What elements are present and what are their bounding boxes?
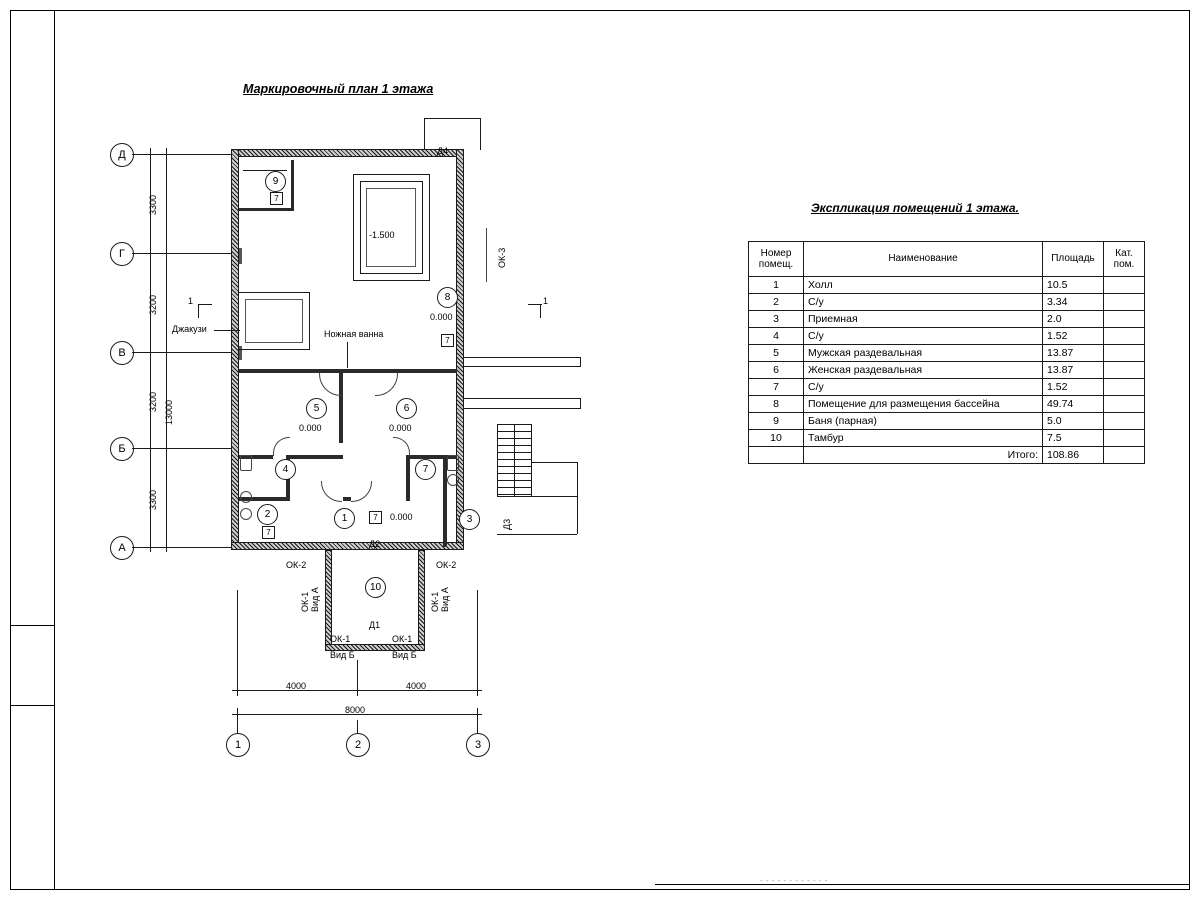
section-mark-left-label: 1 bbox=[188, 296, 194, 306]
table-row bbox=[749, 396, 1145, 413]
room-tag-9: 7 bbox=[270, 192, 283, 205]
ext-line-axis-1 bbox=[237, 590, 238, 690]
cell-number: 1 bbox=[749, 277, 804, 294]
header-number-line1: Номер bbox=[760, 247, 792, 259]
room-5-elevation: 0.000 bbox=[299, 423, 322, 433]
header-kat-line1: Кат. bbox=[1115, 247, 1133, 259]
porch-line-top bbox=[424, 118, 480, 119]
cell-kat bbox=[1104, 362, 1145, 379]
section-mark-right-label: 1 bbox=[543, 296, 549, 306]
porch-right-bottom bbox=[497, 534, 577, 535]
window-label-OK-1-right: ОК-1 bbox=[430, 591, 440, 612]
room-number-2: 2 bbox=[257, 504, 278, 525]
dim-4000-right: 4000 bbox=[406, 681, 427, 691]
porch-right-upper bbox=[531, 462, 577, 463]
axis-bubble-G: Г bbox=[110, 242, 134, 266]
room-8-elevation: 0.000 bbox=[430, 312, 453, 322]
wall-stub-left-1 bbox=[239, 248, 242, 264]
room-1-elevation: 0.000 bbox=[390, 512, 413, 522]
title-block-line bbox=[655, 884, 1190, 885]
wall-exterior-bottom bbox=[231, 542, 464, 550]
room-number-5: 5 bbox=[306, 398, 327, 419]
cell-area: 3.34 bbox=[1043, 294, 1104, 311]
dim-4000-left: 4000 bbox=[286, 681, 307, 691]
porch-line-right bbox=[480, 118, 481, 150]
cell-name: Мужская раздевальная bbox=[804, 345, 1043, 362]
room-number-9: 9 bbox=[265, 171, 286, 192]
door-label-D3: Д3 bbox=[502, 518, 512, 530]
table-row bbox=[749, 345, 1145, 362]
foot-bath-label: Ножная ванна bbox=[324, 329, 384, 339]
room-6-elevation: 0.000 bbox=[389, 423, 412, 433]
room-number-10: 10 bbox=[365, 577, 386, 598]
section-mark-left-arrow bbox=[198, 304, 212, 305]
dim-chain-outer-vertical bbox=[166, 148, 167, 552]
terrace-line-5 bbox=[580, 357, 581, 367]
cell-kat bbox=[1104, 430, 1145, 447]
jacuzzi-inner bbox=[245, 299, 303, 343]
total-empty-cell bbox=[749, 447, 804, 464]
header-number-line2: помещ. bbox=[758, 259, 794, 270]
dim-3200-lower: 3200 bbox=[148, 391, 158, 412]
total-label: Итого: bbox=[804, 447, 1043, 464]
axis-bubble-3: 3 bbox=[466, 733, 490, 757]
sheet-margin-stub-bottom bbox=[10, 705, 55, 706]
window-view-B-right: Вид Б bbox=[392, 650, 417, 660]
cell-name: Приемная bbox=[804, 311, 1043, 328]
foot-bath-leader bbox=[347, 342, 348, 368]
total-kat-cell bbox=[1104, 447, 1145, 464]
sheet-left-margin-line bbox=[54, 10, 55, 890]
cell-kat bbox=[1104, 345, 1145, 362]
cell-kat bbox=[1104, 277, 1145, 294]
dim-tick-total-left bbox=[237, 708, 238, 720]
wall-interior-h-left-2 bbox=[286, 455, 343, 459]
room-number-7: 7 bbox=[415, 459, 436, 480]
door-label-D1: Д1 bbox=[369, 620, 381, 630]
axis-bubble-1: 1 bbox=[226, 733, 250, 757]
room-number-1: 1 bbox=[334, 508, 355, 529]
title-block-faint-text: - - - - - - - - - - - - bbox=[760, 876, 828, 885]
dim-tick-V bbox=[145, 352, 171, 353]
explication-table bbox=[748, 241, 1145, 464]
table-row bbox=[749, 294, 1145, 311]
terrace-line-1 bbox=[464, 357, 580, 358]
cell-name: Женская раздевальная bbox=[804, 362, 1043, 379]
wall-interior-v-right bbox=[406, 459, 410, 501]
cell-number: 5 bbox=[749, 345, 804, 362]
cell-number: 6 bbox=[749, 362, 804, 379]
header-number bbox=[749, 242, 804, 277]
table-header-row bbox=[749, 242, 1145, 277]
dim-3300-top: 3300 bbox=[148, 194, 158, 215]
cell-number: 3 bbox=[749, 311, 804, 328]
window-label-OK-1-bottom-left: ОК-1 bbox=[330, 634, 351, 644]
cell-number: 7 bbox=[749, 379, 804, 396]
pool-elevation: -1.500 bbox=[369, 230, 395, 240]
jacuzzi-leader bbox=[214, 330, 240, 331]
plan-title: Маркировочный план 1 этажа bbox=[243, 82, 434, 96]
axis-bubble-2: 2 bbox=[346, 733, 370, 757]
fixture-sink-2 bbox=[240, 508, 252, 520]
cell-area: 5.0 bbox=[1043, 413, 1104, 430]
dim-13000-total: 13000 bbox=[164, 399, 174, 425]
table-row bbox=[749, 311, 1145, 328]
table-row bbox=[749, 277, 1145, 294]
cell-name: Тамбур bbox=[804, 430, 1043, 447]
cell-area: 1.52 bbox=[1043, 379, 1104, 396]
wall-exterior-top bbox=[231, 149, 464, 157]
wall-exterior-right bbox=[456, 149, 464, 550]
cell-name: С/у bbox=[804, 294, 1043, 311]
room-number-3: 3 bbox=[459, 509, 480, 530]
cell-number: 9 bbox=[749, 413, 804, 430]
dim-tick-B bbox=[145, 448, 171, 449]
cell-kat bbox=[1104, 311, 1145, 328]
wall-sauna-bottom bbox=[239, 208, 294, 211]
cell-number: 4 bbox=[749, 328, 804, 345]
cell-area: 49.74 bbox=[1043, 396, 1104, 413]
cell-number: 2 bbox=[749, 294, 804, 311]
cell-name: Холл bbox=[804, 277, 1043, 294]
cell-name: С/у bbox=[804, 379, 1043, 396]
room-tag-1: 7 bbox=[369, 511, 382, 524]
wall-interior-h-center bbox=[343, 497, 351, 501]
room-number-4: 4 bbox=[275, 459, 296, 480]
cell-area: 1.52 bbox=[1043, 328, 1104, 345]
cell-kat bbox=[1104, 413, 1145, 430]
cell-name: С/у bbox=[804, 328, 1043, 345]
header-kat bbox=[1104, 242, 1145, 277]
dim-3300-bottom: 3300 bbox=[148, 489, 158, 510]
sheet-margin-stub-top bbox=[10, 625, 55, 626]
door-label-D4: Д4 bbox=[437, 146, 449, 156]
porch-right-edge bbox=[577, 462, 578, 534]
pool-water-outline bbox=[366, 188, 416, 267]
window-label-OK-1-bottom-right: ОК-1 bbox=[392, 634, 413, 644]
wall-interior-h-upper bbox=[239, 369, 457, 373]
cell-kat bbox=[1104, 379, 1145, 396]
table-row bbox=[749, 328, 1145, 345]
porch-right-top bbox=[497, 496, 577, 497]
fixture-sink-3 bbox=[447, 474, 459, 486]
axis-bubble-D: Д bbox=[110, 143, 134, 167]
dim-tick-3 bbox=[477, 684, 478, 696]
window-view-B-left: Вид Б bbox=[330, 650, 355, 660]
cell-kat bbox=[1104, 294, 1145, 311]
dim-tick-2 bbox=[357, 684, 358, 696]
terrace-line-3 bbox=[464, 398, 580, 399]
ext-line-axis-3 bbox=[477, 590, 478, 690]
header-name: Наименование bbox=[804, 242, 1043, 277]
porch-line-left bbox=[424, 118, 425, 150]
room-tag-8: 7 bbox=[441, 334, 454, 347]
cell-area: 13.87 bbox=[1043, 362, 1104, 379]
dim-8000-total: 8000 bbox=[345, 705, 366, 715]
fixture-wc-2 bbox=[447, 455, 459, 471]
table-row bbox=[749, 430, 1145, 447]
table-row bbox=[749, 413, 1145, 430]
sauna-bench-line bbox=[243, 170, 287, 171]
dim-tick-total-right bbox=[477, 708, 478, 720]
window-label-OK-2-right: ОК-2 bbox=[436, 560, 457, 570]
axis-bubble-B: Б bbox=[110, 437, 134, 461]
total-value: 108.86 bbox=[1043, 447, 1104, 464]
window-view-A-right: Вид А bbox=[440, 587, 450, 612]
terrace-line-4 bbox=[464, 408, 580, 409]
header-kat-line2: пом. bbox=[1113, 259, 1135, 270]
cell-area: 2.0 bbox=[1043, 311, 1104, 328]
room-tag-2: 7 bbox=[262, 526, 275, 539]
cell-name: Помещение для размещения бассейна bbox=[804, 396, 1043, 413]
cell-number: 10 bbox=[749, 430, 804, 447]
cell-area: 13.87 bbox=[1043, 345, 1104, 362]
cell-kat bbox=[1104, 328, 1145, 345]
stair-center-line bbox=[514, 424, 515, 496]
section-mark-right-arrow bbox=[528, 304, 542, 305]
window-label-OK-1-left: ОК-1 bbox=[300, 591, 310, 612]
cell-kat bbox=[1104, 396, 1145, 413]
wall-sauna-right bbox=[291, 160, 294, 210]
room-number-6: 6 bbox=[396, 398, 417, 419]
wall-interior-v-right-2 bbox=[443, 459, 447, 547]
jacuzzi-label: Джакузи bbox=[172, 324, 207, 334]
dim-tick-A bbox=[145, 547, 171, 548]
axis-bubble-A: А bbox=[110, 536, 134, 560]
fixture-wc-1 bbox=[240, 455, 252, 471]
section-mark-left-line bbox=[198, 304, 199, 318]
window-label-OK-3: ОК-3 bbox=[497, 247, 507, 268]
window-view-A-left: Вид А bbox=[310, 587, 320, 612]
cell-name: Баня (парная) bbox=[804, 413, 1043, 430]
dim-tick-G bbox=[145, 253, 171, 254]
cell-area: 7.5 bbox=[1043, 430, 1104, 447]
cell-area: 10.5 bbox=[1043, 277, 1104, 294]
door-label-D2: Д2 bbox=[369, 539, 381, 549]
window-label-OK-2-left: ОК-2 bbox=[286, 560, 307, 570]
fixture-sink-1 bbox=[240, 491, 252, 503]
axis-bubble-V: В bbox=[110, 341, 134, 365]
dim-3200-upper: 3200 bbox=[148, 294, 158, 315]
table-row bbox=[749, 379, 1145, 396]
table-total-row bbox=[749, 447, 1145, 464]
dim-tick-D bbox=[145, 154, 171, 155]
header-area: Площадь bbox=[1043, 242, 1104, 277]
window-OK-3-opening bbox=[486, 228, 487, 282]
stair-edge-left bbox=[497, 424, 498, 496]
dim-tick-1 bbox=[237, 684, 238, 696]
cell-number: 8 bbox=[749, 396, 804, 413]
table-row bbox=[749, 362, 1145, 379]
terrace-line-2 bbox=[464, 366, 580, 367]
explication-title: Экспликация помещений 1 этажа. bbox=[811, 201, 1019, 215]
room-number-8: 8 bbox=[437, 287, 458, 308]
wall-tambour-right bbox=[418, 550, 425, 650]
terrace-line-6 bbox=[580, 398, 581, 409]
porch-right-left bbox=[531, 462, 532, 496]
section-mark-right-line bbox=[540, 304, 541, 318]
